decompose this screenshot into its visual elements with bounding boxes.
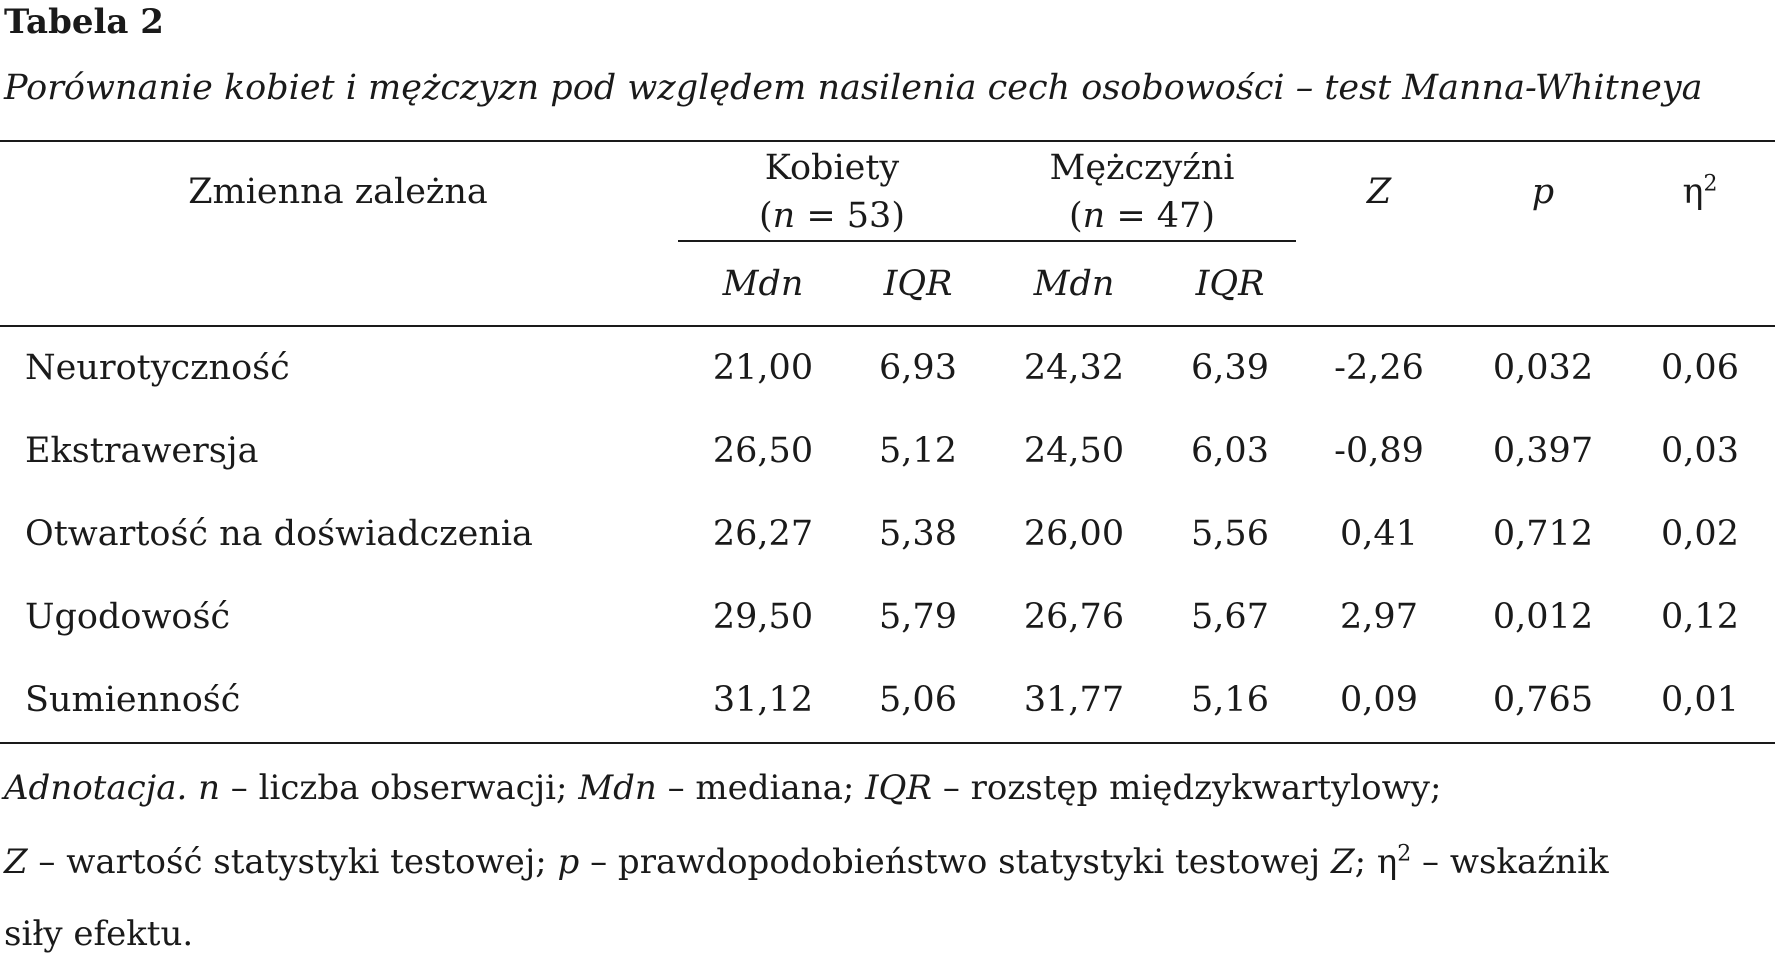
men-iqr: 5,16 xyxy=(1191,680,1269,720)
header-women-iqr: IQR xyxy=(883,264,953,304)
p-value: 0,712 xyxy=(1492,514,1594,554)
n-value: = 47 xyxy=(1105,196,1202,236)
men-mdn: 31,77 xyxy=(1023,680,1125,720)
eta-symbol: η xyxy=(1682,172,1704,212)
women-iqr: 5,06 xyxy=(879,680,957,720)
top-rule xyxy=(0,140,1775,142)
table-note-line-2 xyxy=(4,840,1609,884)
women-iqr: 5,38 xyxy=(879,514,957,554)
header-women-n: (n = 53) xyxy=(759,196,905,236)
note-superscript: 2 xyxy=(1397,841,1412,867)
men-iqr: 6,39 xyxy=(1191,348,1269,388)
bottom-rule xyxy=(0,742,1775,744)
men-mdn: 26,00 xyxy=(1023,514,1125,554)
p-value: 0,765 xyxy=(1492,680,1594,720)
note-text: ; η xyxy=(1354,842,1398,882)
note-text: – rozstęp międzykwartylowy; xyxy=(932,768,1442,808)
header-dependent-variable: Zmienna zależna xyxy=(188,172,488,212)
table-label: Tabela 2 xyxy=(4,2,164,42)
note-text: – wskaźnik xyxy=(1411,842,1609,882)
eta-superscript: 2 xyxy=(1703,171,1718,197)
z-value: 2,97 xyxy=(1340,597,1418,637)
women-mdn: 29,50 xyxy=(712,597,814,637)
header-men-n: (n = 47) xyxy=(1069,196,1215,236)
men-iqr: 5,67 xyxy=(1191,597,1269,637)
p-value: 0,032 xyxy=(1492,348,1594,388)
women-mdn: 26,27 xyxy=(712,514,814,554)
men-iqr: 6,03 xyxy=(1191,431,1269,471)
women-mdn: 21,00 xyxy=(712,348,814,388)
row-name: Otwartość na doświadczenia xyxy=(25,514,533,554)
women-iqr: 6,93 xyxy=(879,348,957,388)
note-symbol: Mdn xyxy=(578,768,657,808)
note-symbol: Z xyxy=(4,842,28,882)
note-text: – mediana; xyxy=(656,768,866,808)
header-women-mdn: Mdn xyxy=(722,264,804,304)
z-value: -2,26 xyxy=(1334,348,1424,388)
header-men-mdn: Mdn xyxy=(1033,264,1115,304)
note-text xyxy=(187,768,198,808)
men-mdn: 24,50 xyxy=(1023,431,1125,471)
eta-value: 0,06 xyxy=(1661,348,1739,388)
z-value: 0,09 xyxy=(1340,680,1418,720)
n-value: = 53 xyxy=(795,196,892,236)
table-note-line-1 xyxy=(4,766,1441,810)
p-value: 0,012 xyxy=(1492,597,1594,637)
header-men: Mężczyźni xyxy=(1049,148,1235,188)
note-symbol: Z xyxy=(1330,842,1355,882)
header-p: p xyxy=(1531,172,1555,212)
eta-value: 0,02 xyxy=(1661,514,1739,554)
note-text: – wartość statystyki testowej; xyxy=(27,842,558,882)
note-label: Adnotacja. xyxy=(4,768,188,808)
women-iqr: 5,79 xyxy=(879,597,957,637)
header-eta xyxy=(1683,170,1718,214)
women-mdn: 31,12 xyxy=(712,680,814,720)
women-mdn: 26,50 xyxy=(712,431,814,471)
note-symbol: IQR xyxy=(865,768,933,808)
header-z: Z xyxy=(1366,172,1392,212)
z-value: -0,89 xyxy=(1334,431,1424,471)
note-symbol: p xyxy=(557,842,580,882)
header-women: Kobiety xyxy=(764,148,900,188)
note-text: – prawdopodobieństwo statystyki testowej xyxy=(579,842,1331,882)
header-rule xyxy=(0,325,1775,327)
row-name: Ekstrawersja xyxy=(25,431,259,471)
eta-value: 0,01 xyxy=(1661,680,1739,720)
n-symbol: n xyxy=(772,196,796,236)
header-men-iqr: IQR xyxy=(1195,264,1265,304)
note-symbol: n xyxy=(198,768,220,808)
table-caption: Porównanie kobiet i mężczyzn pod względem nasilenia cech osobowości – test Manna-Whitneya xyxy=(4,68,1703,108)
z-value: 0,41 xyxy=(1340,514,1418,554)
row-name: Neurotyczność xyxy=(25,348,290,388)
n-symbol: n xyxy=(1082,196,1106,236)
men-iqr: 5,56 xyxy=(1191,514,1269,554)
women-iqr: 5,12 xyxy=(879,431,957,471)
note-text: – liczba obserwacji; xyxy=(220,768,579,808)
men-mdn: 24,32 xyxy=(1023,348,1125,388)
table-note-line-3: siły efektu. xyxy=(4,914,194,954)
eta-value: 0,12 xyxy=(1661,597,1739,637)
women-span-rule xyxy=(678,240,1296,242)
row-name: Sumienność xyxy=(25,680,241,720)
eta-value: 0,03 xyxy=(1661,431,1739,471)
row-name: Ugodowość xyxy=(25,597,231,637)
p-value: 0,397 xyxy=(1492,431,1594,471)
men-mdn: 26,76 xyxy=(1023,597,1125,637)
